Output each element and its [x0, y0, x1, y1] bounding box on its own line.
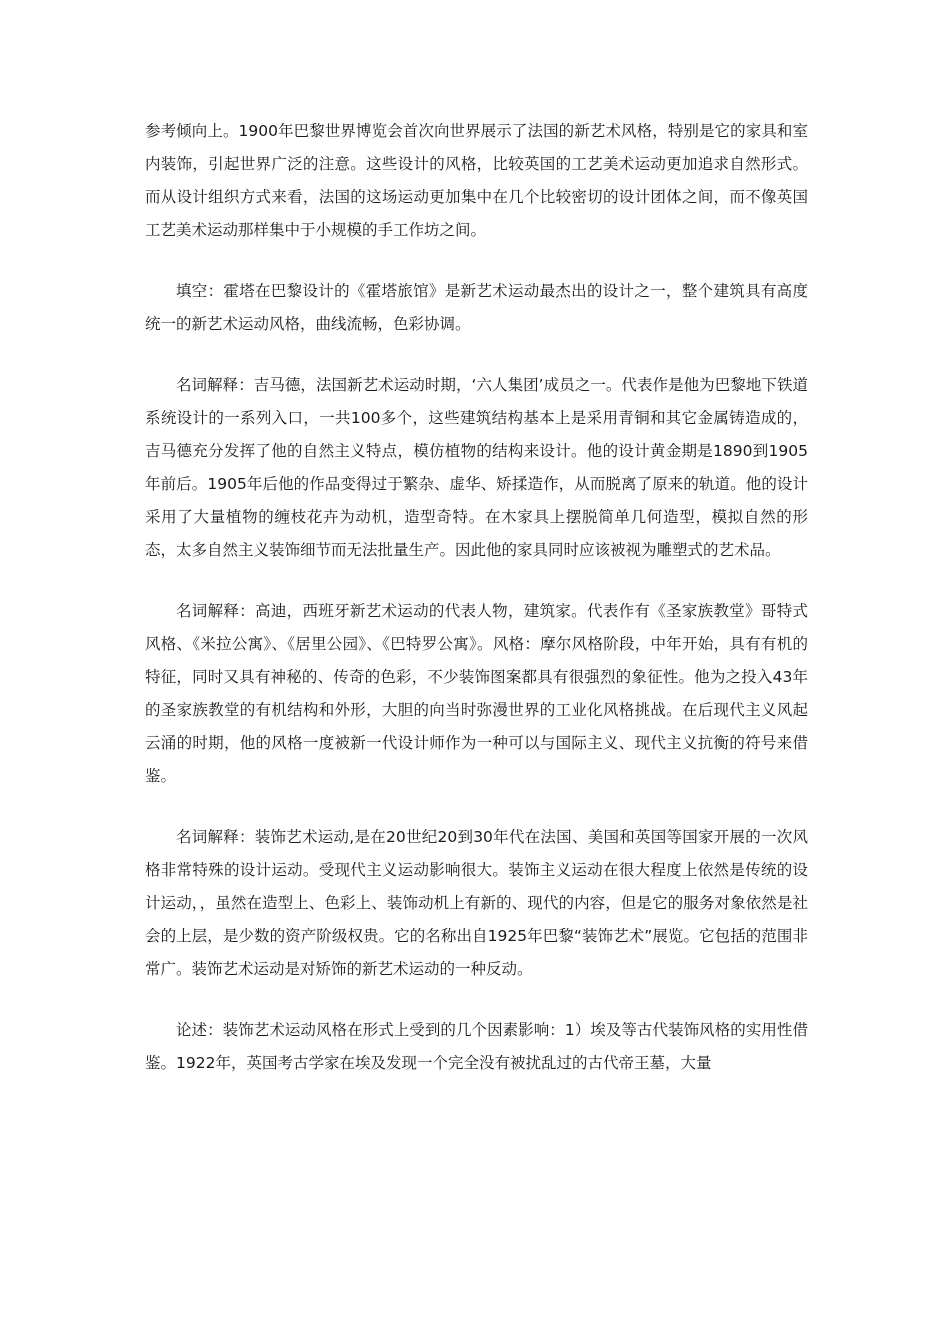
paragraph-fill-in-horta: 填空：霍塔在巴黎设计的《霍塔旅馆》是新艺术运动最杰出的设计之一，整个建筑具有高度统一的新艺术运动风格，曲线流畅，色彩协调。: [145, 282, 808, 333]
paragraph-essay-art-deco: 论述：装饰艺术运动风格在形式上受到的几个因素影响：1）埃及等古代装饰风格的实用性借鉴。1922年，英国考古学家在埃及发现一个完全没有被扰乱过的古代帝王墓，大量: [145, 1021, 808, 1072]
paragraph-continuation: 参考倾向上。1900年巴黎世界博览会首次向世界展示了法国的新艺术风格，特别是它的家具和室内装饰，引起世界广泛的注意。这些设计的风格，比较英国的工艺美术运动更加追求自然形式。而从设计组织方式来看，法国的这场运动更加集中在几个比较密切的设计团体之间，而不像英国工艺美术运动那样集中于小规模的手工作坊之间。: [145, 122, 808, 239]
paragraph-term-gaudi: 名词解释：高迪，西班牙新艺术运动的代表人物，建筑家。代表作有《圣家族教堂》哥特式风格、《米拉公寓》、《居里公园》、《巴特罗公寓》。风格：摩尔风格阶段，中年开始，具有有机的特征，同时又具有神秘的、传奇的色彩，不少装饰图案都具有很强烈的象征性。他为之投入43年的圣家族教堂的有机结构和外形，大胆的向当时弥漫世界的工业化风格挑战。在后现代主义风起云涌的时期，他的风格一度被新一代设计师作为一种可以与国际主义、现代主义抗衡的符号来借鉴。: [145, 602, 808, 785]
paragraph-term-art-deco: 名词解释：装饰艺术运动,是在20世纪20到30年代在法国、美国和英国等国家开展的一次风格非常特殊的设计运动。受现代主义运动影响很大。装饰主义运动在很大程度上依然是传统的设计运动，，虽然在造型上、色彩上、装饰动机上有新的、现代的内容，但是它的服务对象依然是社会的上层，是少数的资产阶级权贵。它的名称出自1925年巴黎“装饰艺术”展览。它包括的范围非常广。装饰艺术运动是对矫饰的新艺术运动的一种反动。: [145, 828, 808, 978]
paragraph-term-guimard: 名词解释：吉马德，法国新艺术运动时期，‘六人集团’成员之一。代表作是他为巴黎地下铁道系统设计的一系列入口，一共100多个，这些建筑结构基本上是采用青铜和其它金属铸造成的，吉马德充分发挥了他的自然主义特点，模仿植物的结构来设计。他的设计黄金期是1890到1905年前后。1905年后他的作品变得过于繁杂、虚华、矫揉造作，从而脱离了原来的轨道。他的设计采用了大量植物的缠枝花卉为动机，造型奇特。在木家具上摆脱简单几何造型，模拟自然的形态，太多自然主义装饰细节而无法批量生产。因此他的家具同时应该被视为雕塑式的艺术品。: [145, 376, 808, 559]
document-body: [145, 115, 808, 1108]
